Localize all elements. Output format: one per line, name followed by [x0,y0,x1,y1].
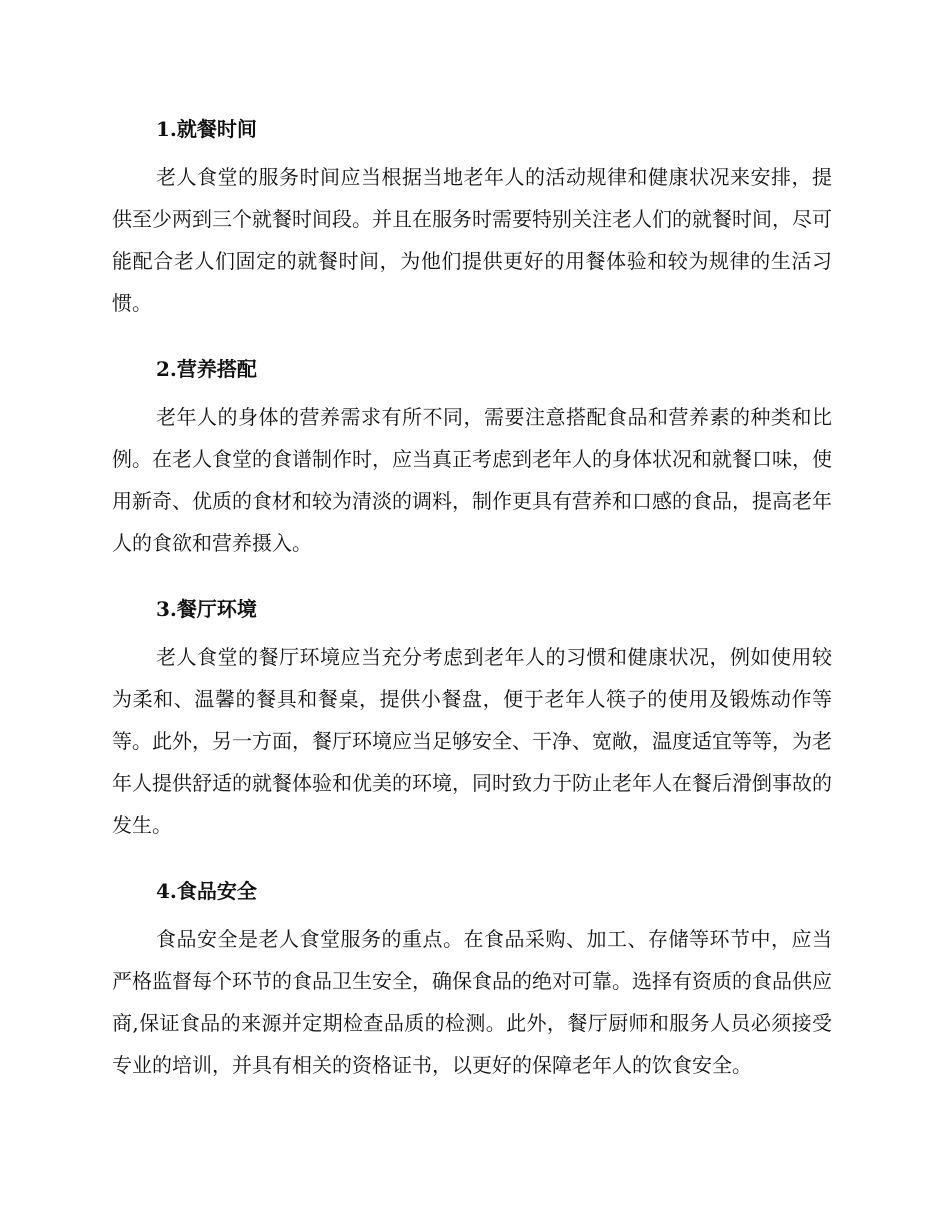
section-dining-time [112,108,832,324]
section-dining-environment [112,588,832,846]
section-heading: 4.食品安全 [156,879,257,903]
section-paragraph: 老人食堂的服务时间应当根据当地老年人的活动规律和健康状况来安排，提供至少两到三个就餐时间段。并且在服务时需要特别关注老人们的就餐时间，尽可能配合老人们固定的就餐时间，为他们提供更好的用餐体验和较为规律的生活习惯。 [112,165,832,315]
section-nutrition [112,348,832,564]
document-content [112,108,832,1086]
section-paragraph: 老人食堂的餐厅环境应当充分考虑到老年人的习惯和健康状况，例如使用较为柔和、温馨的餐具和餐桌，提供小餐盘，便于老年人筷子的使用及锻炼动作等等。此外，另一方面，餐厅环境应当足够安全、干净、宽敞，温度适宜等等，为老年人提供舒适的就餐体验和优美的环境，同时致力于防止老年人在餐后滑倒事故的发生。 [112,645,832,837]
section-heading: 3.餐厅环境 [156,597,257,621]
section-paragraph: 食品安全是老人食堂服务的重点。在食品采购、加工、存储等环节中，应当严格监督每个环节的食品卫生安全，确保食品的绝对可靠。选择有资质的食品供应商,保证食品的来源并定期检查品质的检测。此外，餐厅厨师和服务人员必须接受专业的培训，并具有相关的资格证书，以更好的保障老年人的饮食安全。 [112,927,832,1077]
section-food-safety [112,870,832,1086]
section-paragraph: 老年人的身体的营养需求有所不同，需要注意搭配食品和营养素的种类和比例。在老人食堂的食谱制作时，应当真正考虑到老年人的身体状况和就餐口味，使用新奇、优质的食材和较为清淡的调料，制作更具有营养和口感的食品，提高老年人的食欲和营养摄入。 [112,405,832,555]
section-heading: 2.营养搭配 [156,357,257,381]
section-heading: 1.就餐时间 [156,117,257,141]
